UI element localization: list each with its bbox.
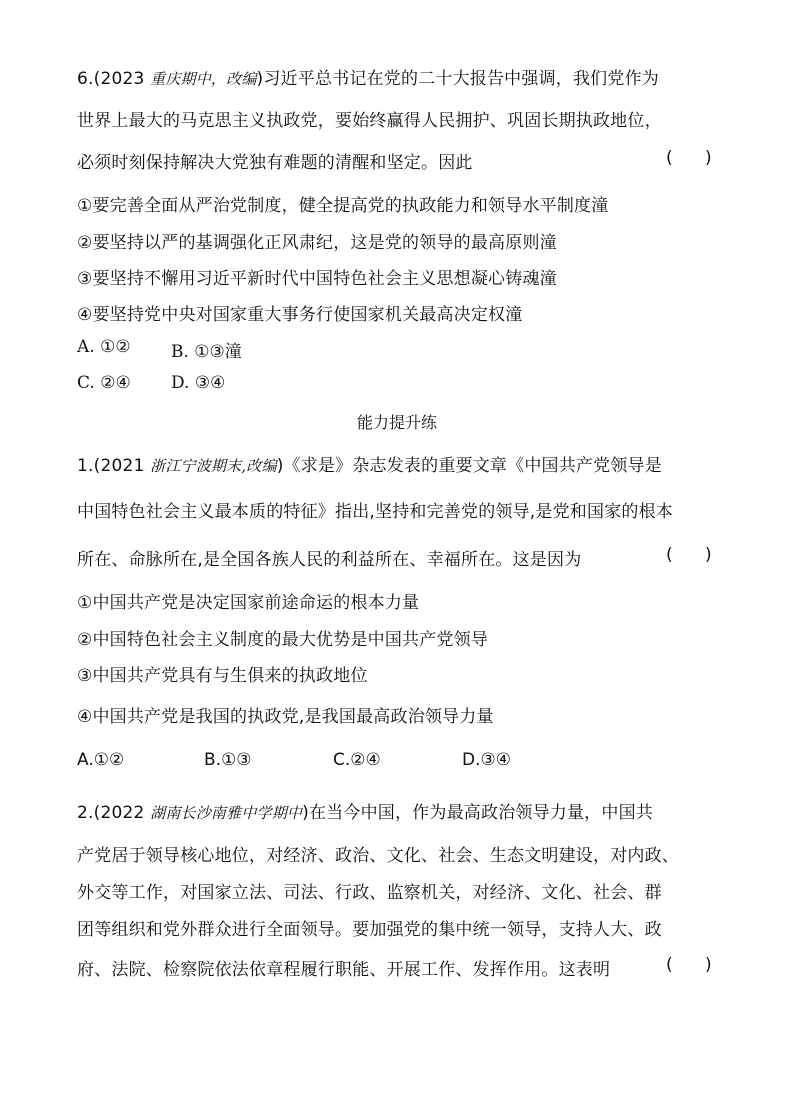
q1-stem-start: )《求是》杂志发表的重要文章《中国共产党领导是 bbox=[276, 456, 662, 476]
q1-statement-2: ②中国特色社会主义制度的最大优势是中国共产党领导 bbox=[77, 630, 489, 650]
q6-stem-start: )习近平总书记在党的二十大报告中强调，我们党作为 bbox=[256, 69, 659, 89]
section-title: 能力提升练 bbox=[356, 413, 437, 432]
q1-option-c: C.②④ bbox=[333, 750, 381, 770]
q2-stem-start: )在当今中国，作为最高政治领导力量，中国共 bbox=[302, 803, 653, 823]
q6-statement-3: ③要坚持不懈用习近平新时代中国特色社会主义思想凝心铸魂潼 bbox=[77, 269, 557, 289]
q6-option-a: A. ①② bbox=[77, 337, 131, 357]
q1-statement-4: ④中国共产党是我国的执政党,是我国最高政治领导力量 bbox=[77, 707, 494, 727]
q1-answer-paren: ( ) bbox=[666, 545, 712, 565]
q6-statement-2: ②要坚持以严的基调强化正风肃纪，这是党的领导的最高原则潼 bbox=[77, 233, 557, 253]
q1-statement-3: ③中国共产党具有与生俱来的执政地位 bbox=[77, 666, 368, 686]
q2-answer-paren: ( ) bbox=[666, 955, 712, 975]
q6-option-b: B. ①③潼 bbox=[171, 342, 242, 362]
q6-option-c: C. ②④ bbox=[77, 373, 131, 393]
q2-source: 湖南长沙南雅中学期中 bbox=[150, 804, 303, 822]
q2-stem-line-5: 府、法院、检察院依法依章程履行职能、开展工作、发挥作用。这表明 bbox=[77, 960, 611, 980]
q6-answer-paren: ( ) bbox=[666, 148, 712, 168]
q6-stem-line-1 bbox=[77, 64, 659, 89]
q2-stem-line-2: 产党居于领导核心地位，对经济、政治、文化、社会、生态文明建设，对内政、 bbox=[77, 846, 679, 866]
q2-stem-line-1 bbox=[77, 798, 653, 823]
q6-statement-4: ④要坚持党中央对国家重大事务行使国家机关最高决定权潼 bbox=[77, 305, 523, 325]
q6-option-d: D. ③④ bbox=[171, 373, 226, 393]
q1-stem-line-3: 所在、命脉所在,是全国各族人民的利益所在、幸福所在。这是因为 bbox=[77, 550, 582, 570]
q1-stem-line-1 bbox=[77, 451, 662, 476]
q1-option-d: D.③④ bbox=[462, 750, 511, 770]
q6-statement-1: ①要完善全面从严治党制度，健全提高党的执政能力和领导水平制度潼 bbox=[77, 196, 609, 216]
q1-stem-line-2: 中国特色社会主义最本质的特征》指出,坚持和完善党的领导,是党和国家的根本 bbox=[77, 502, 674, 522]
q6-source: 重庆期中，改编 bbox=[150, 70, 257, 88]
q1-statement-1: ①中国共产党是决定国家前途命运的根本力量 bbox=[77, 593, 420, 613]
q2-stem-line-4: 团等组织和党外群众进行全面领导。要加强党的集中统一领导，支持人大、政 bbox=[77, 920, 662, 940]
q1-option-a: A.①② bbox=[77, 750, 125, 770]
q6-stem-line-3: 必须时刻保持解决大党独有难题的清醒和坚定。因此 bbox=[77, 153, 473, 173]
q1-source: 浙江宁波期末,改编 bbox=[150, 457, 277, 475]
q6-stem-line-2: 世界上最大的马克思主义执政党，要始终赢得人民拥护、巩固长期执政地位， bbox=[77, 111, 662, 131]
q2-number: 2.(2022 bbox=[77, 803, 151, 823]
q1-option-b: B.①③ bbox=[204, 750, 252, 770]
q1-number: 1.(2021 bbox=[77, 456, 151, 476]
q6-number: 6.(2023 bbox=[77, 69, 151, 89]
q2-stem-line-3: 外交等工作，对国家立法、司法、行政、监察机关，对经济、文化、社会、群 bbox=[77, 883, 662, 903]
